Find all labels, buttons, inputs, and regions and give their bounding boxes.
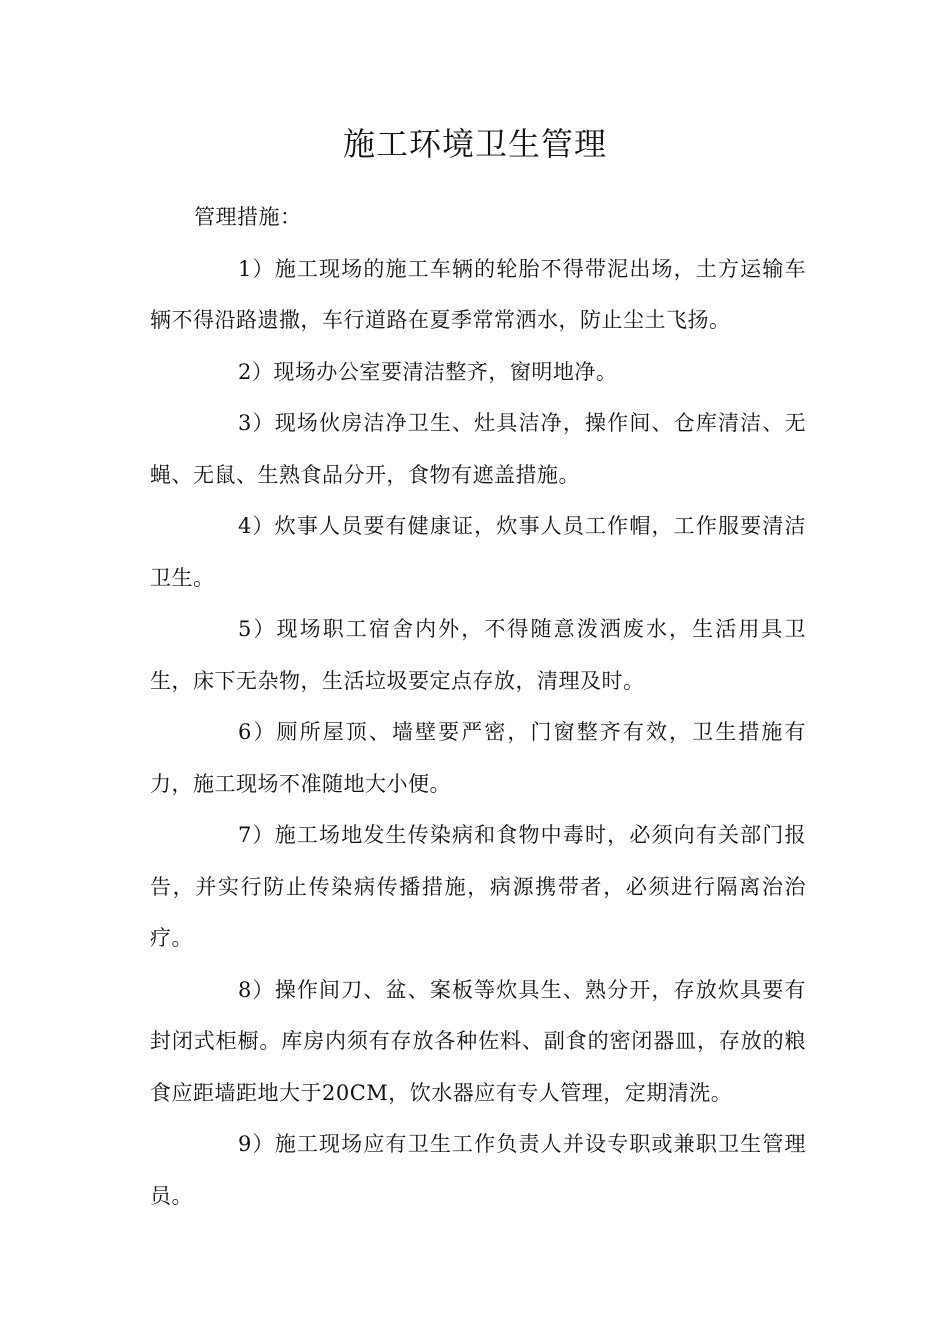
measure-item-5: 5）现场职工宿舍内外，不得随意泼洒废水，生活用具卫生，床下无杂物，生活垃圾要定点存放，清理及时。 (150, 617, 806, 693)
document-body (150, 192, 806, 1222)
measure-item-1: 1）施工现场的施工车辆的轮胎不得带泥出场，土方运输车辆不得沿路遗撒，车行道路在夏季常常洒水，防止尘土飞扬。 (150, 256, 806, 332)
measure-item-3: 3）现场伙房洁净卫生、灶具洁净，操作间、仓库清洁、无蝇、无鼠、生熟食品分开，食物有遮盖措施。 (150, 411, 806, 487)
measure-item-4: 4）炊事人员要有健康证，炊事人员工作帽，工作服要清洁卫生。 (150, 514, 806, 590)
measure-item-2: 2）现场办公室要清洁整齐，窗明地净。 (238, 359, 618, 384)
measure-item-7: 7）施工场地发生传染病和食物中毒时，必须向有关部门报告，并实行防止传染病传播措施，病源携带者，必须进行隔离治治疗。 (150, 823, 806, 950)
measure-item-8: 8）操作间刀、盆、案板等炊具生、熟分开，存放炊具要有封闭式柜橱。库房内须有存放各种佐料、副食的密闭器皿，存放的粮食应距墙距地大于20CM，饮水器应有专人管理，定期清洗。 (150, 977, 806, 1105)
document-title: 施工环境卫生管理 (342, 125, 607, 163)
intro-paragraph: 管理措施： (194, 205, 302, 229)
measure-item-9: 9）施工现场应有卫生工作负责人并设专职或兼职卫生管理员。 (150, 1132, 806, 1208)
measure-item-6: 6）厕所屋顶、墙壁要严密，门窗整齐有效，卫生措施有力，施工现场不准随地大小便。 (150, 720, 806, 796)
